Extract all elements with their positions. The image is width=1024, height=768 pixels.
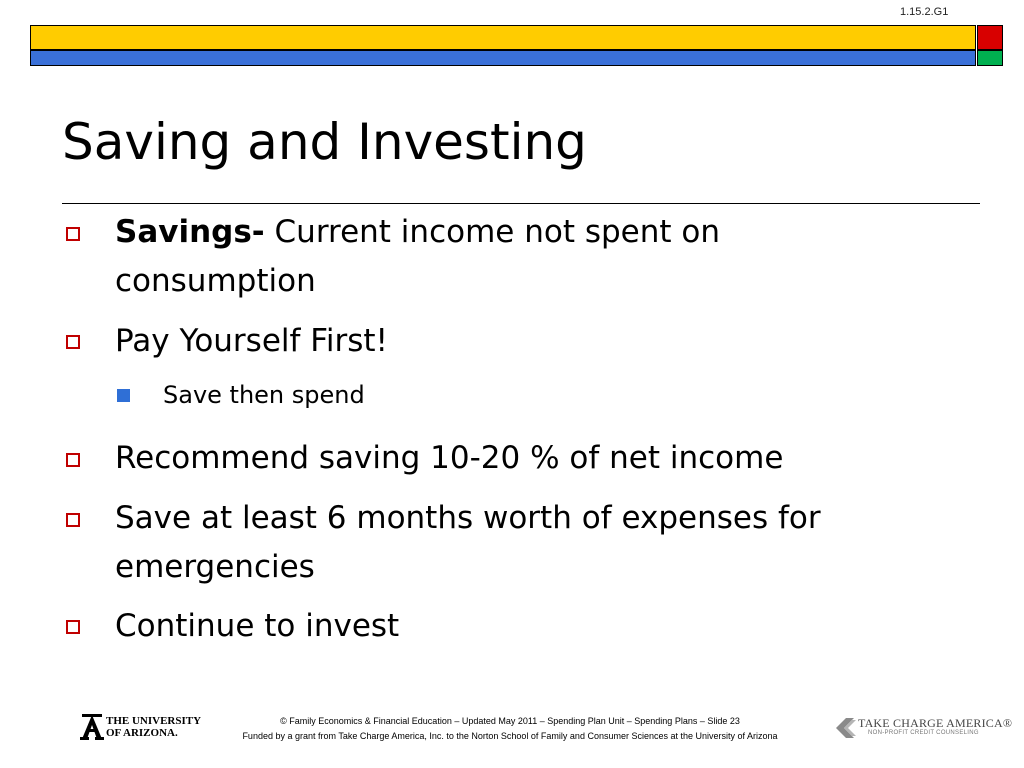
- slide-code: 1.15.2.G1: [900, 6, 949, 18]
- bullet-item: Pay Yourself First!: [115, 323, 388, 359]
- footer-credits: [190, 714, 830, 744]
- bullet-item: Continue to invest: [115, 608, 400, 644]
- sponsor-name: TAKE CHARGE AMERICA®: [858, 716, 1013, 730]
- bullet-item: Save at least 6 months worth of expenses for: [115, 500, 821, 536]
- university-name: [106, 715, 201, 739]
- bullet-item: Recommend saving 10-20 % of net income: [115, 440, 784, 476]
- university-name-line2: OF ARIZONA.: [106, 727, 178, 739]
- hollow-square-bullet-icon: [66, 227, 80, 241]
- sponsor-tagline: NON-PROFIT CREDIT COUNSELING: [868, 730, 979, 736]
- bullet-continuation: consumption: [115, 263, 316, 299]
- bullet-term: Savings-: [115, 214, 265, 250]
- hollow-square-bullet-icon: [66, 620, 80, 634]
- solid-square-bullet-icon: [117, 389, 130, 402]
- hollow-square-bullet-icon: [66, 335, 80, 349]
- footer-line1: © Family Economics & Financial Education – Updated May 2011 – Spending Plan Unit – Spending Plans – Slide 23: [280, 716, 740, 726]
- footer-line2: Funded by a grant from Take Charge America, Inc. to the Norton School of Family and Consumer Sciences at the University of Arizona: [242, 731, 778, 741]
- bullet-continuation: emergencies: [115, 549, 315, 585]
- slide-title: Saving and Investing: [62, 113, 587, 171]
- university-name-line1: THE UNIVERSITY: [106, 715, 202, 727]
- sub-bullet-item: Save then spend: [163, 381, 365, 409]
- hollow-square-bullet-icon: [66, 453, 80, 467]
- bullet-text: Current income not spent on: [264, 214, 720, 250]
- hollow-square-bullet-icon: [66, 513, 80, 527]
- bullet-item: [115, 208, 720, 256]
